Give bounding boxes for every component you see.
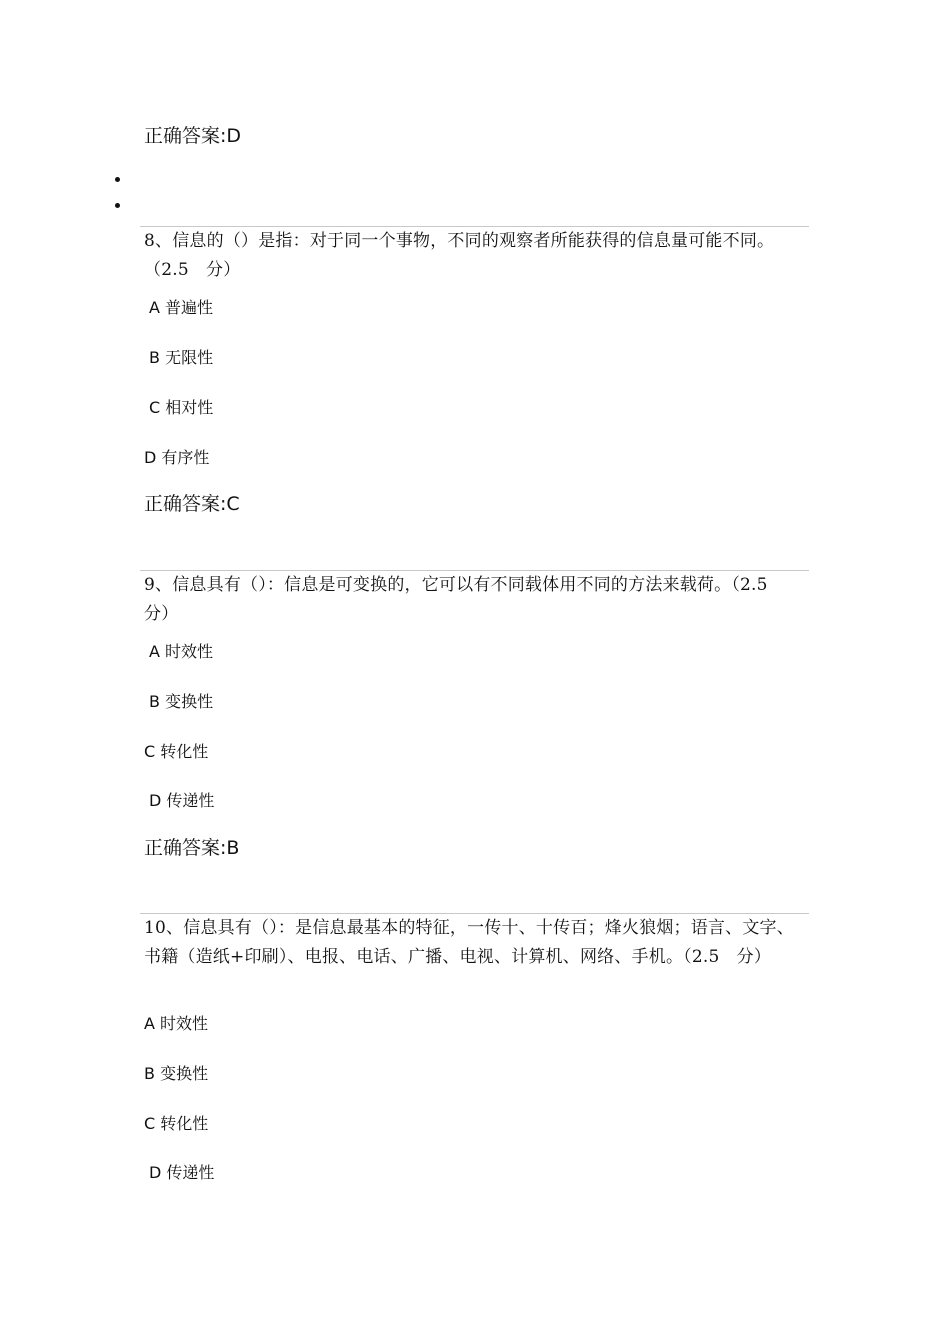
question-8-option-a: A 普遍性: [149, 298, 214, 317]
correct-answer-9: 正确答案:B: [144, 837, 240, 859]
bullet-point: [115, 203, 120, 208]
question-10-text: 10、信息具有（）：是信息最基本的特征，一传十、十传百；烽火狼烟；语言、文字、书籍（造纸+印刷）、电报、电话、广播、电视、计算机、网络、手机。（2.5 分）: [144, 918, 794, 967]
question-8-option-c: C 相对性: [149, 398, 214, 417]
question-9-option-c: C 转化性: [144, 742, 209, 761]
question-10-option-a: A 时效性: [144, 1014, 209, 1033]
question-9-text: 9、信息具有（）：信息是可变换的，它可以有不同载体用不同的方法来载荷。（2.5 分）: [144, 575, 785, 624]
bullet-point: [115, 177, 120, 182]
correct-answer-8: 正确答案:C: [144, 493, 240, 515]
question-8-text: 8、信息的（）是指：对于同一个事物，不同的观察者所能获得的信息量可能不同。（2.5 分）: [144, 231, 775, 280]
correct-answer-7: 正确答案:D: [144, 125, 242, 147]
question-9-option-d: D 传递性: [149, 791, 215, 810]
question-9-option-b: B 变换性: [149, 692, 214, 711]
question-8-option-d: D 有序性: [144, 448, 210, 467]
question-10-option-b: B 变换性: [144, 1064, 209, 1083]
question-10-option-d: D 传递性: [149, 1163, 215, 1182]
question-9-option-a: A 时效性: [149, 642, 214, 661]
question-8-option-b: B 无限性: [149, 348, 214, 367]
question-10-option-c: C 转化性: [144, 1114, 209, 1133]
